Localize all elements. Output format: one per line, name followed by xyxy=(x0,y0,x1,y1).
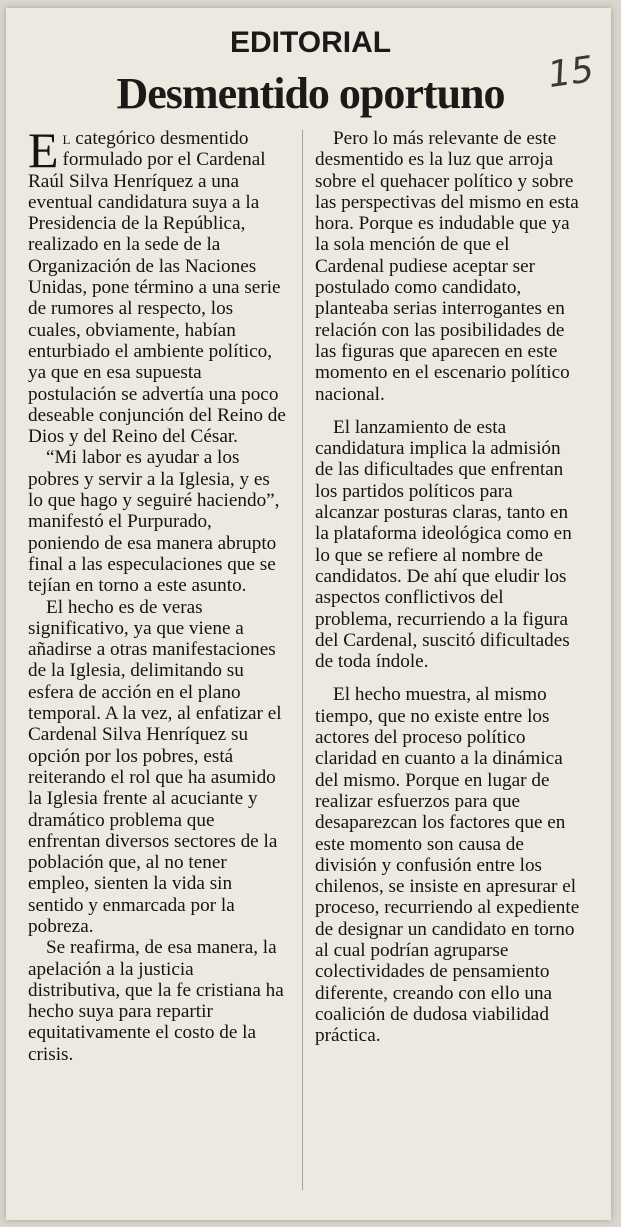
section-label: EDITORIAL xyxy=(229,26,392,59)
lead-small-caps: l xyxy=(62,128,71,149)
article-column-left xyxy=(28,122,288,1065)
paragraph: El lanzamiento de esta candidatura implica la admisión de las dificultades que enfrentan los partidos políticos para alcanzar posturas claras, tanto en la plataforma ideológica como en lo que se refiere al nombre de candidatos. De ahí que eludir los aspectos conflictivos del problema, recurriendo a la figura del Cardenal, suscitó dificultades de toda índole. xyxy=(315,416,572,673)
drop-cap: E xyxy=(28,122,59,178)
article-column-right xyxy=(315,128,581,1046)
handwritten-mark: 15 xyxy=(545,49,597,96)
paragraph: Pero lo más relevante de este desmentido es la luz que arroja sobre el quehacer político y sobre las perspectivas del mismo en esta hora. Porque es indudable que ya la sola mención de que el Cardenal pudiese aceptar ser postulado como candidato, planteaba serias interrogantes en relación con las posibilidades de las figuras que aparecen en este momento en el escenario político nacional. xyxy=(315,128,579,405)
paragraph: Se reafirma, de esa manera, la apelación a la justicia distributiva, que la fe cristiana ha hecho suya para repartir equitativamente el costo de la crisis. xyxy=(28,937,284,1065)
column-divider xyxy=(302,130,303,1190)
paragraph: “Mi labor es ayudar a los pobres y servir a la Iglesia, y es lo que hago y seguiré haciendo”, manifestó el Purpurado, poniendo de esa manera abrupto final a las especulaciones que se tejían en torno a este asunto. xyxy=(28,447,280,597)
paragraph: El hecho muestra, al mismo tiempo, que no existe entre los actores del proceso político claridad en cuanto a la dinámica del mismo. Porque en lugar de realizar esfuerzos para que desaparezcan los factores que en este momento son causa de división y confusión entre los chilenos, se insiste en apresurar el proceso, recurriendo al expediente de designar un candidato en torno al cual podrían agruparse colectividades de pensamiento diferente, creando con ello una coalición de dudosa viabilidad práctica. xyxy=(315,684,580,1047)
paragraph-lead xyxy=(28,122,288,448)
paragraph: El hecho es de veras significativo, ya que viene a añadirse a otras manifestaciones de la Iglesia, delimitando su esfera de acción en el plano temporal. A la vez, al enfatizar el Cardenal Silva Henríquez su opción por los pobres, está reiterando el rol que ha asumido la Iglesia frente al acuciante y dramático problema que enfrentan diversos sectores de la población que, al no tener empleo, sienten la vida sin sentido y enmarcada por la pobreza. xyxy=(28,596,282,937)
paragraph-text: categórico desmentido formulado por el Cardenal Raúl Silva Henríquez a una eventual candidatura suya a la Presidencia de la República, realizado en la sede de la Organización de las Naciones Unidas, pone término a una serie de rumores al respecto, los cuales, obviamente, habían enturbiado el ambiente político, ya que en esa supuesta postulación se advertía una poco deseable conjunción del Reino de Dios y del Reino del César. xyxy=(28,128,286,448)
headline: Desmentido oportuno xyxy=(116,69,505,118)
